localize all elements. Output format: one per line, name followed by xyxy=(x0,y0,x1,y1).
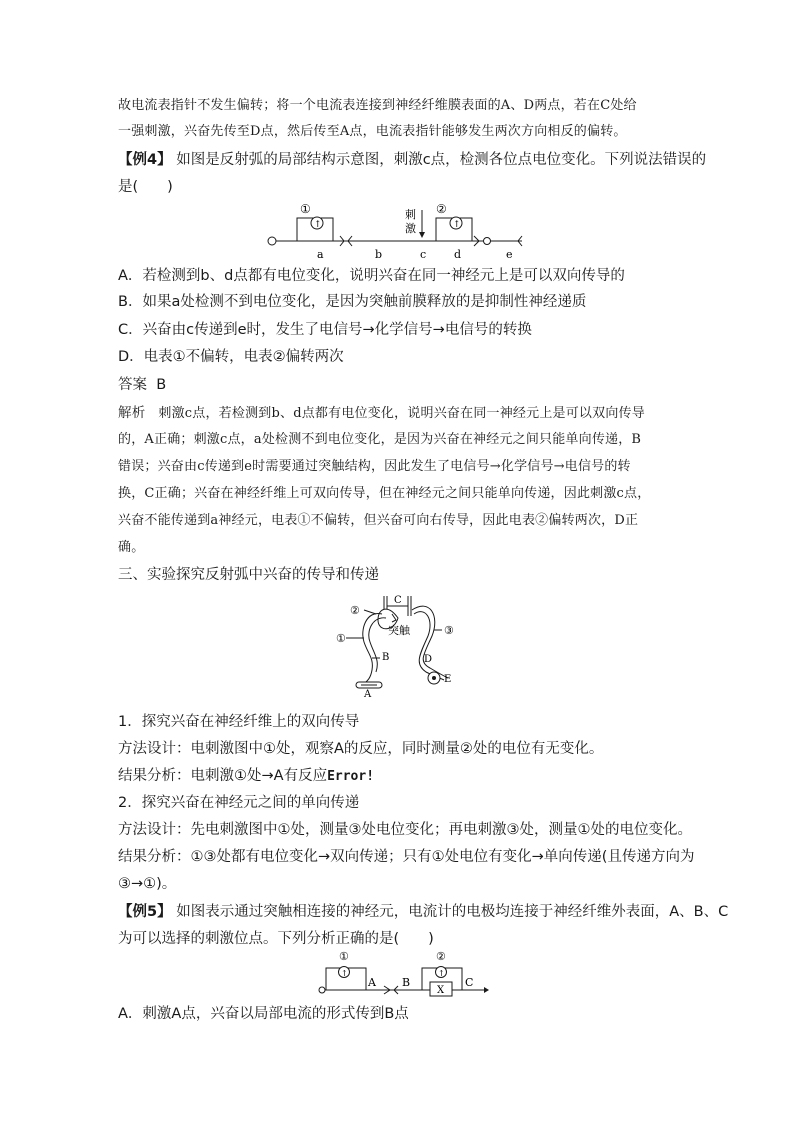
meter2-label: ② xyxy=(436,950,446,963)
example4-option-b: B．如果a处检测不到电位变化，是因为突触前膜释放的是抑制性神经递质 xyxy=(118,294,587,310)
label-b: B xyxy=(382,652,390,663)
label-a: A xyxy=(368,976,376,989)
point-d-label: d xyxy=(454,248,462,261)
example5-stem-line-2: 为可以选择的刺激位点。下列分析正确的是( ) xyxy=(118,931,434,947)
meter1-label: ① xyxy=(339,950,349,963)
example4-option-c: C．兴奋由c传递到e时，发生了电信号→化学信号→电信号的转换 xyxy=(118,322,532,338)
analysis-text-1: 刺激c点，若检测到b、d点都有电位变化，说明兴奋在同一神经元上是可以双向传导 xyxy=(158,406,645,421)
meter2-label: ② xyxy=(436,202,447,216)
analysis-line-4: 换，C正确；兴奋在神经纤维上可双向传导，但在神经元之间只能单向传递，因此刺激c点， xyxy=(118,486,651,501)
item2-method: 方法设计：先电刺激图中①处，测量③处电位变化；再电刺激③处，测量①处的电位变化。 xyxy=(118,822,692,838)
neuron-body-left xyxy=(319,987,325,993)
point-e-label: e xyxy=(506,248,513,261)
fiber-end-arrow xyxy=(484,987,489,993)
example4-stem-text: 如图是反射弧的局部结构示意图，刺激c点，检测各位点电位变化。下列说法错误的 xyxy=(176,152,707,168)
label2-pointer xyxy=(364,610,376,614)
neuron-body-right xyxy=(484,238,491,245)
point-a-label: a xyxy=(317,248,324,261)
stimulus-label-2: 激 xyxy=(405,222,416,235)
answer-value: B xyxy=(156,377,167,393)
label-c: C xyxy=(465,976,474,989)
example4-option-d: D．电表①不偏转，电表②偏转两次 xyxy=(118,349,344,365)
point-b-label: b xyxy=(375,248,383,261)
analysis-line-1 xyxy=(118,403,645,424)
label-d: D xyxy=(424,654,433,665)
item1-result xyxy=(118,766,374,787)
efferent-fiber-outer xyxy=(412,606,448,678)
answer-label: 答案 xyxy=(118,377,147,393)
neuron-body-left xyxy=(268,237,276,245)
label-c: C xyxy=(394,595,402,606)
label-x: X xyxy=(437,985,445,996)
meter2-needle-icon: ↑ xyxy=(453,220,461,230)
stimulus-arrow-head xyxy=(419,232,425,238)
analysis-line-3: 错误；兴奋由c传递到e时需要通过突触结构，因此发生了电信号→化学信号→电信号的转 xyxy=(118,459,631,474)
example5-stem-text: 如图表示通过突触相连接的神经元，电流计的电极均连接于神经纤维外表面，A、B、C xyxy=(176,904,729,920)
item1-result-error: Error! xyxy=(327,769,375,784)
intro-line-1: 故电流表指针不发生偏转；将一个电流表连接到神经纤维膜表面的A、D两点，若在C处给 xyxy=(118,98,637,113)
item1-method: 方法设计：电刺激图中①处，观察A的反应，同时测量②处的电位有无变化。 xyxy=(118,741,604,757)
example4-stem-line-1 xyxy=(118,150,706,170)
item2-result-line-1: 结果分析：①③处都有电位变化→双向传递；只有①处电位有变化→单向传递(且传递方向为 xyxy=(118,849,695,865)
label-e: E xyxy=(444,674,452,685)
label-1: ① xyxy=(336,632,346,645)
meter1-needle-icon: ↑ xyxy=(314,220,322,230)
example4-answer xyxy=(118,375,166,395)
example5-option-a: A．刺激A点，兴奋以局部电流的形式传到B点 xyxy=(118,1006,409,1022)
reflex-arc-figure xyxy=(326,590,476,698)
example4-option-a: A．若检测到b、d点都有电位变化，说明兴奋在同一神经元上是可以双向传导的 xyxy=(118,268,625,284)
label-b: B xyxy=(402,976,411,989)
item1-title: 1．探究兴奋在神经纤维上的双向传导 xyxy=(118,714,360,730)
label-synapse: 突触 xyxy=(388,624,410,637)
meter2-needle-icon: ↑ xyxy=(438,969,445,978)
effector-e-core xyxy=(432,676,436,680)
point-c-label: c xyxy=(420,248,427,261)
analysis-line-2: 的，A正确；刺激c点，a处检测不到电位变化，是因为兴奋在神经元之间只能单向传递，B xyxy=(118,432,642,447)
analysis-line-5: 兴奋不能传递到a神经元，电表①不偏转，但兴奋可向右传导，因此电表②偏转两次，D正 xyxy=(118,513,639,528)
analysis-label: 解析 xyxy=(118,405,146,421)
label-2: ② xyxy=(350,604,360,617)
stimulus-label-1: 刺 xyxy=(405,208,416,221)
example4-figure xyxy=(260,200,540,262)
example5-tag: 【例5】 xyxy=(118,904,172,920)
meter1-label: ① xyxy=(300,202,311,216)
intro-line-2: 一强刺激，兴奋先传至D点，然后传至A点，电流表指针能够发生两次方向相反的偏转。 xyxy=(118,124,627,139)
analysis-line-6: 确。 xyxy=(118,540,145,555)
example4-stem-line-2: 是( ) xyxy=(118,179,173,195)
label-3: ③ xyxy=(444,624,454,637)
label-a: A xyxy=(364,689,372,698)
section3-title: 三、实验探究反射弧中兴奋的传导和传递 xyxy=(118,567,379,583)
example5-stem-line-1 xyxy=(118,902,728,922)
meter1-needle-icon: ↑ xyxy=(341,969,348,978)
example4-tag: 【例4】 xyxy=(118,152,172,168)
example5-figure xyxy=(318,950,494,1000)
item2-title: 2．探究兴奋在神经元之间的单向传递 xyxy=(118,795,360,811)
efferent-fiber-inner xyxy=(414,612,444,680)
item1-result-text: 结果分析：电刺激①处→A有反应 xyxy=(118,768,328,784)
item2-result-line-2: ③→①)。 xyxy=(118,876,177,892)
